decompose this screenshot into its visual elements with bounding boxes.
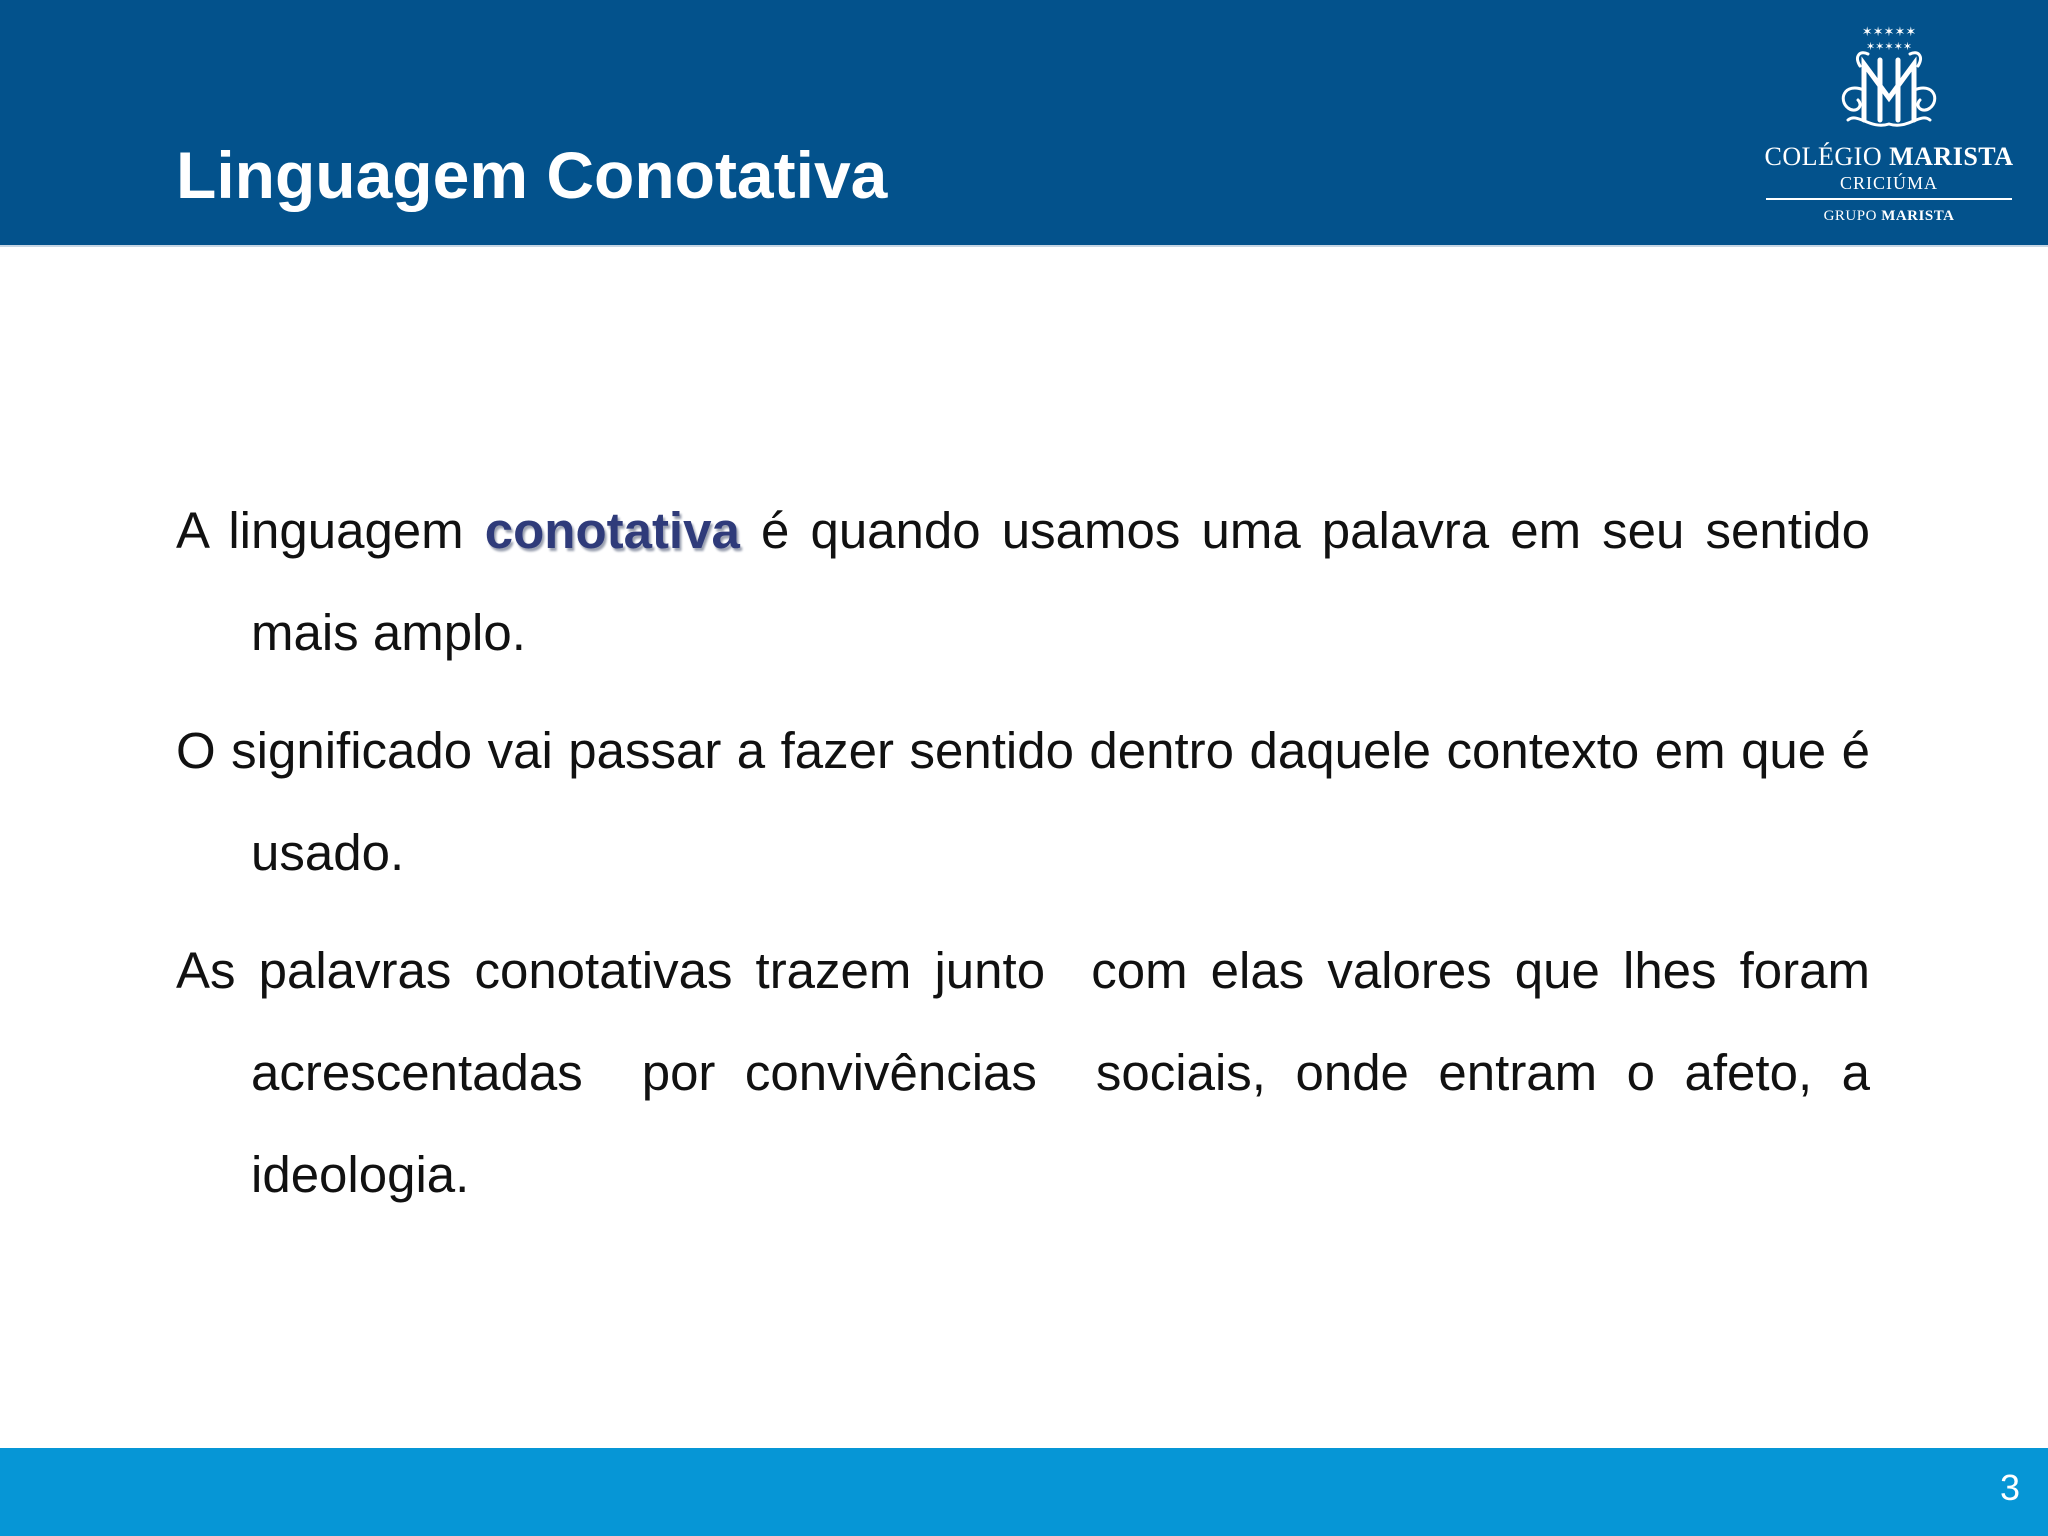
svg-text:✶✶✶✶✶: ✶✶✶✶✶ (1861, 25, 1917, 40)
paragraph-context: O significado vai passar a fazer sentido dentro daquele contexto em que é usado. (176, 722, 1885, 881)
marista-monogram-icon (1824, 20, 1954, 138)
logo-group-prefix: GRUPO (1823, 208, 1882, 224)
logo-school-name (1762, 142, 2016, 172)
svg-text:✶✶✶✶✶: ✶✶✶✶✶ (1865, 40, 1913, 53)
slide-body (176, 480, 1885, 1242)
logo-divider (1766, 198, 2012, 200)
header-divider (0, 245, 2048, 247)
logo-group-name (1762, 206, 2016, 226)
paragraph-definition-start: A linguagem (176, 502, 485, 559)
page-number: 3 (1999, 1467, 2020, 1508)
paragraph-definition (176, 480, 1885, 684)
paragraph-values: As palavras conotativas trazem junto com elas valores que lhes foram acrescentadas por convivências sociais, onde entram o afeto, a ideologia. (176, 942, 1885, 1203)
slide-title: Linguagem Conotativa (176, 138, 888, 212)
logo-group-strong: MARISTA (1881, 208, 1955, 224)
logo-name-strong: MARISTA (1889, 142, 2014, 171)
school-logo (1762, 20, 2016, 230)
highlight-term: conotativa (484, 502, 740, 559)
paragraph-definition-end: é quando usamos uma palavra em seu sentido mais amplo. (251, 502, 1885, 661)
logo-name-prefix: COLÉGIO (1764, 142, 1890, 171)
slide-footer (0, 1448, 2048, 1536)
logo-city: CRICIÚMA (1839, 173, 1938, 193)
